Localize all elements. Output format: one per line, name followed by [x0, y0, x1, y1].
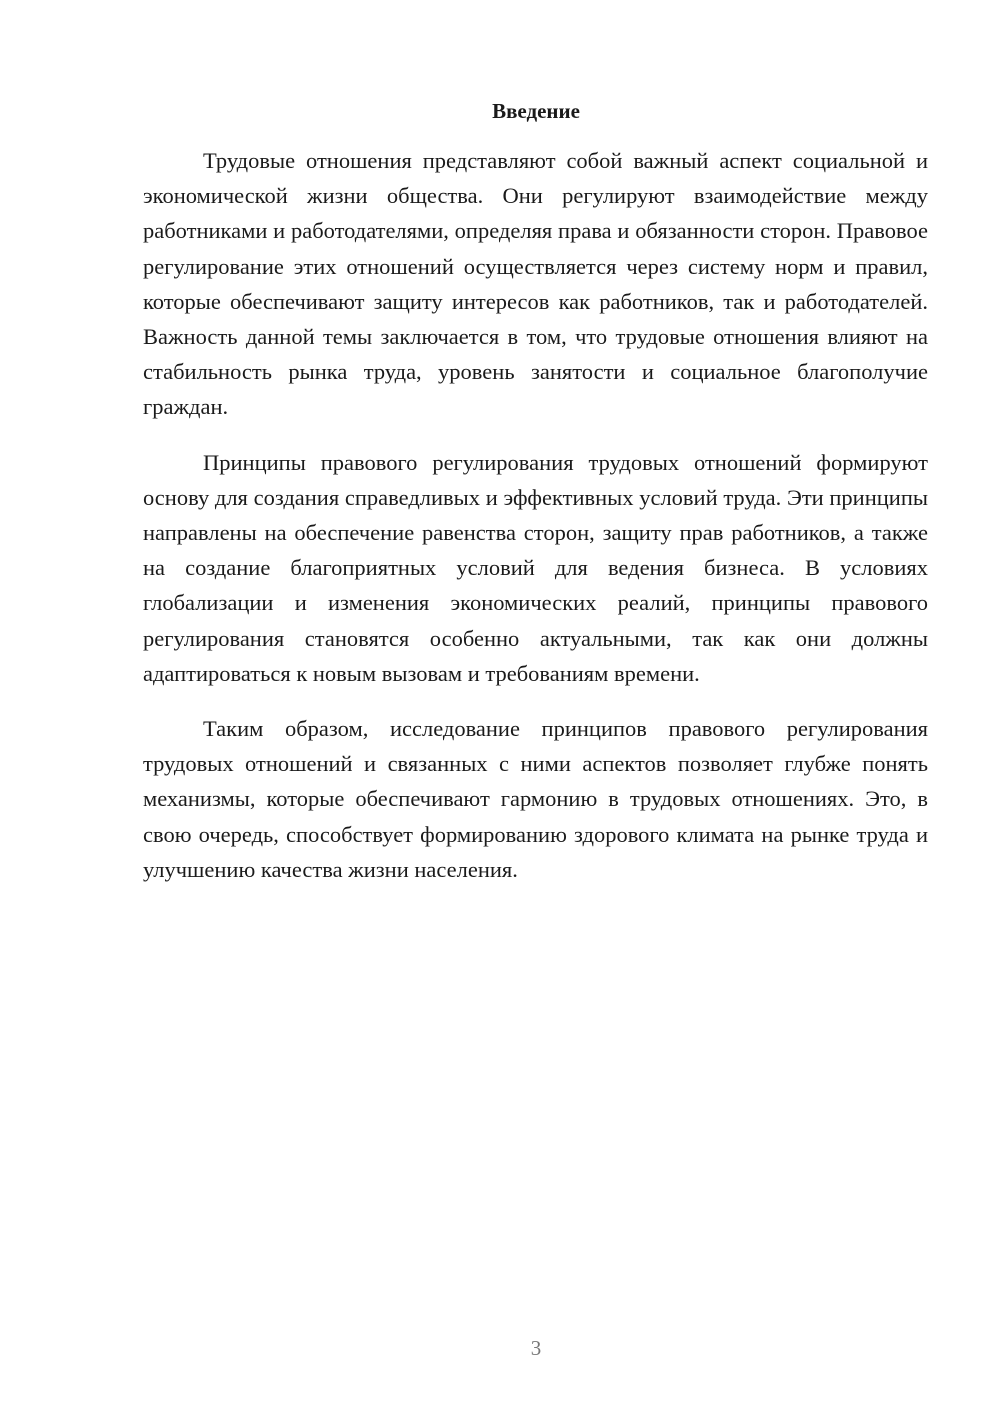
paragraph-3: Таким образом, исследование принципов правового регулирования трудовых отношений и связанных с ними аспектов позволяет глубже понять механизмы, которые обеспечивают гармонию в трудовых отношениях. Это, в свою очередь, способствует формированию здорового климата на рынке труда и улучшению качества жизни населения. — [143, 716, 928, 882]
section-heading: Введение — [492, 99, 580, 123]
body-text — [143, 143, 928, 907]
paragraph-2: Принципы правового регулирования трудовых отношений формируют основу для создания справедливых и эффективных условий труда. Эти принципы направлены на обеспечение равенства сторон, защиту прав работников, а также на создание благоприятных условий для ведения бизнеса. В условиях глобализации и изменения экономических реалий, принципы правового регулирования становятся особенно актуальными, так как они должны адаптироваться к новым вызовам и требованиям времени. — [143, 449, 928, 686]
page-number: 3 — [530, 1336, 542, 1360]
paragraph-1: Трудовые отношения представляют собой важный аспект социальной и экономической жизни общества. Они регулируют взаимодействие между работниками и работодателями, определяя права и обязанности сторон. Правовое регулирование этих отношений осуществляется через систему норм и правил, которые обеспечивают защиту интересов как работников, так и работодателей. Важность данной темы заключается в том, что трудовые отношения влияют на стабильность рынка труда, уровень занятости и социальное благополучие граждан. — [143, 148, 928, 420]
